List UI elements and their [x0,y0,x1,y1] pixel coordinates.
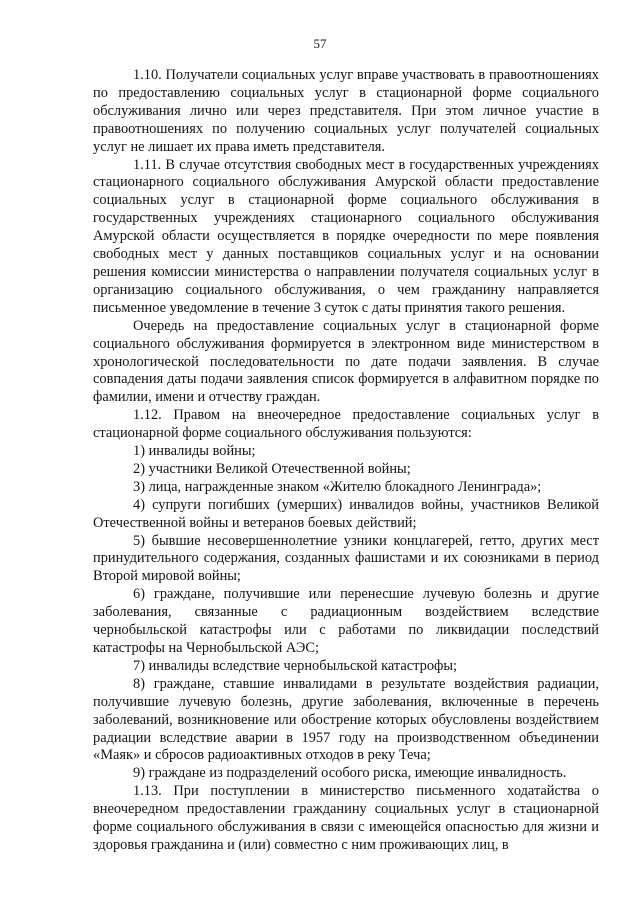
paragraph-1-13: 1.13. При поступлении в министерство письменного ходатайства о внеочередном предоставлении гражданину социальных услуг в стационарной форме социального обслуживания в связи с имеющейся опасностью для жизни и здоровья гражданина и (или) совместно с ним проживающих лиц, в [93,783,599,853]
paragraph-1-10: 1.10. Получатели социальных услуг вправе участвовать в правоотношениях по предоставлению социальных услуг в стационарной форме социального обслуживания лично или через представителя. При этом личное участие в правоотношениях по получению социальных услуг получателей социальных услуг не лишает их права иметь представителя. [93,67,599,155]
list-item: 1) инвалиды войны; [133,443,256,460]
paragraph-1-12: 1.12. Правом на внеочередное предоставление социальных услуг в стационарной форме социального обслуживания пользуются: [93,407,599,442]
list-item: 6) граждане, получившие или перенесшие лучевую болезнь и другие заболевания, связанные с радиационным воздействием вследствие чернобыльской катастрофы или с работами по ликвидации последствий катастрофы на Чернобыльской АЭС; [93,586,599,656]
list-item: 3) лица, награжденные знаком «Жителю блокадного Ленинграда»; [133,478,542,495]
page-number: 57 [313,36,327,51]
list-item: 4) супруги погибших (умерших) инвалидов войны, участников Великой Отечественной войны и ветеранов боевых действий; [93,496,599,531]
list-item: 9) граждане из подразделений особого риска, имеющие инвалидность. [133,765,567,782]
list-item: 2) участники Великой Отечественной войны; [133,460,411,477]
list-item: 8) граждане, ставшие инвалидами в результате воздействия радиации, получившие лучевую болезнь, другие заболевания, включенные в перечень заболеваний, возникновение или обострение которых обусловлены воздействием радиации вследствие аварии в 1957 году на производственном объединении «Маяк» и сбросов радиоактивных отходов в реку Теча; [93,675,599,764]
paragraph-queue: Очередь на предоставление социальных услуг в стационарной форме социального обслуживания формируется в электронном виде министерством в хронологической последовательности по дате подачи заявления. В случае совпадения даты подачи заявления список формируется в алфавитном порядке по фамилии, имени и отчеству граждан. [93,317,599,406]
paragraph-1-11: 1.11. В случае отсутствия свободных мест в государственных учреждениях стационарного социального обслуживания Амурской области предоставление социальных услуг в стационарной форме социального обслуживания в государственных учреждениях стационарного социального обслуживания Амурской области осуществляется в порядке очередности по мере появления свободных мест у данных поставщиков социальных услуг и на основании решения комиссии министерства о направлении получателя социальных услуг в организацию социального обслуживания, о чем гражданину направляется письменное уведомление в течение 3 суток с даты принятия такого решения. [93,156,599,316]
document-body [93,67,599,855]
list-item: 5) бывшие несовершеннолетние узники концлагерей, гетто, других мест принудительного содержания, созданных фашистами и их союзниками в период Второй мировой войны; [93,532,599,585]
list-item: 7) инвалиды вследствие чернобыльской катастрофы; [133,657,457,674]
